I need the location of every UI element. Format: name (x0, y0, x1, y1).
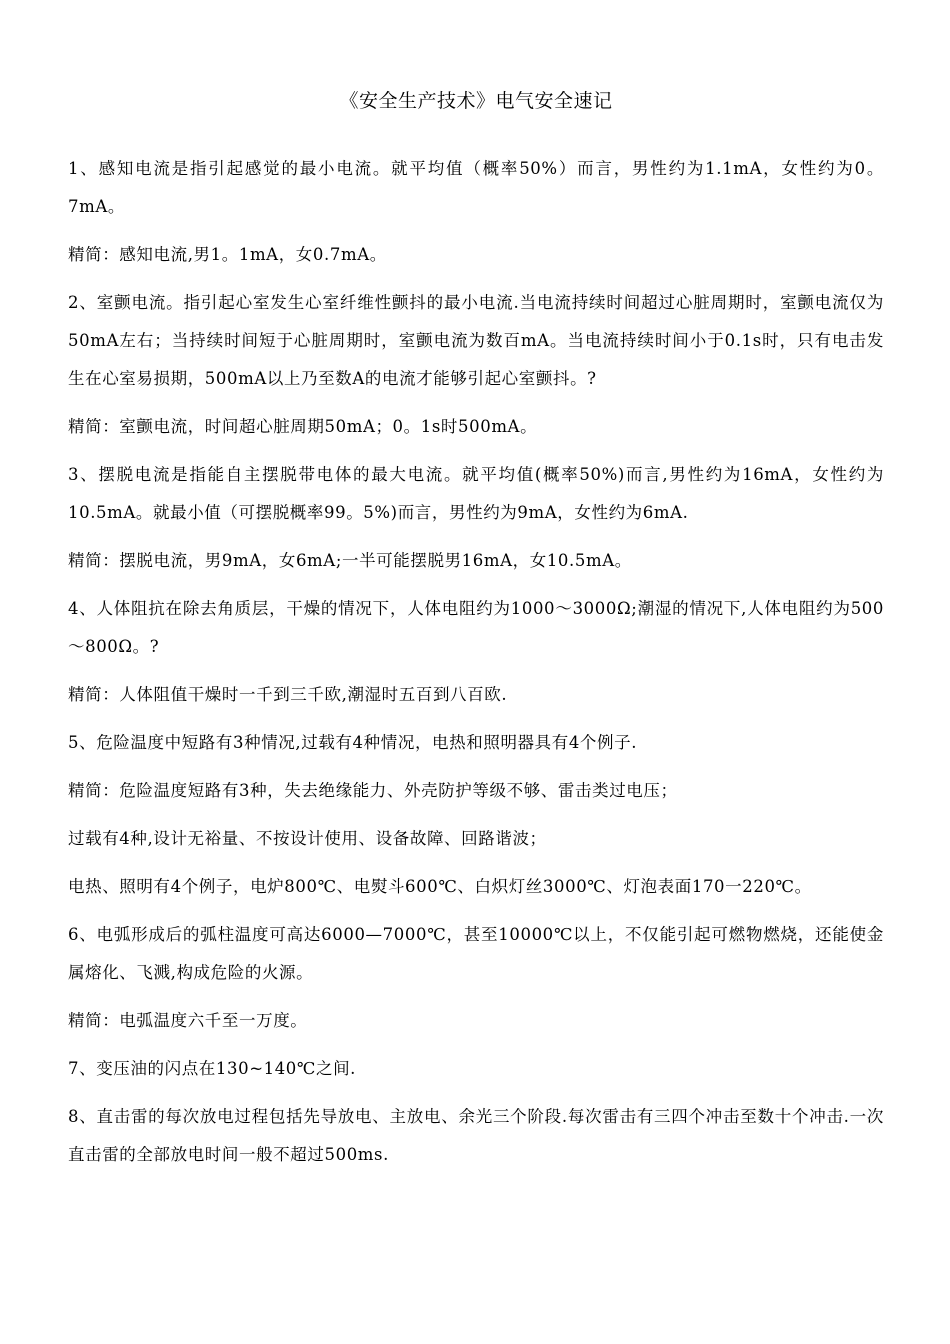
paragraph-2: 2、室颤电流。指引起心室发生心室纤维性颤抖的最小电流.当电流持续时间超过心脏周期时，室颤电流仅为50mA左右；当持续时间短于心脏周期时，室颤电流为数百mA。当电流持续时间小于0.1s时，只有电击发生在心室易损期，500mA以上乃至数A的电流才能够引起心室颤抖。? (68, 293, 884, 388)
paragraph-7: 7、变压油的闪点在130~140℃之间. (68, 1059, 357, 1078)
summary-1: 精简：感知电流,男1。1mA，女0.7mA。 (68, 245, 387, 264)
summary-6: 精简：电弧温度六千至一万度。 (68, 1011, 308, 1030)
paragraph-5: 5、危险温度中短路有3种情况,过载有4种情况，电热和照明器具有4个例子. (68, 733, 638, 752)
summary-5-heating-lighting: 电热、照明有4个例子，电炉800℃、电熨斗600℃、白炽灯丝3000℃、灯泡表面170一220℃。 (68, 877, 812, 896)
paragraph-1: 1、感知电流是指引起感觉的最小电流。就平均值（概率50%）而言，男性约为1.1mA，女性约为0。7mA。 (68, 159, 884, 216)
summary-5-overload: 过载有4种,设计无裕量、不按设计使用、设备故障、回路谐波； (68, 829, 547, 848)
summary-5-short-circuit: 精简：危险温度短路有3种，失去绝缘能力、外壳防护等级不够、雷击类过电压； (68, 781, 678, 800)
paragraph-4: 4、人体阻抗在除去角质层，干燥的情况下，人体电阻约为1000～3000Ω;潮湿的情况下,人体电阻约为500～800Ω。? (68, 599, 884, 656)
summary-2: 精简：室颤电流，时间超心脏周期50mA；0。1s时500mA。 (68, 417, 538, 436)
paragraph-6: 6、电弧形成后的弧柱温度可高达6000—7000℃，甚至10000℃以上，不仅能引起可燃物燃烧，还能使金属熔化、飞溅,构成危险的火源。 (68, 925, 884, 982)
paragraph-8: 8、直击雷的每次放电过程包括先导放电、主放电、余光三个阶段.每次雷击有三四个冲击至数十个冲击.一次直击雷的全部放电时间一般不超过500ms. (68, 1107, 884, 1164)
summary-4: 精简：人体阻值干燥时一千到三千欧,潮湿时五百到八百欧. (68, 685, 508, 704)
paragraph-3: 3、摆脱电流是指能自主摆脱带电体的最大电流。就平均值(概率50%)而言,男性约为16mA，女性约为10.5mA。就最小值（可摆脱概率99。5%)而言，男性约为9mA，女性约为6mA. (68, 465, 884, 522)
summary-3: 精简：摆脱电流，男9mA，女6mA;一半可能摆脱男16mA，女10.5mA。 (68, 551, 632, 570)
document-title: 《安全生产技术》电气安全速记 (339, 90, 613, 112)
